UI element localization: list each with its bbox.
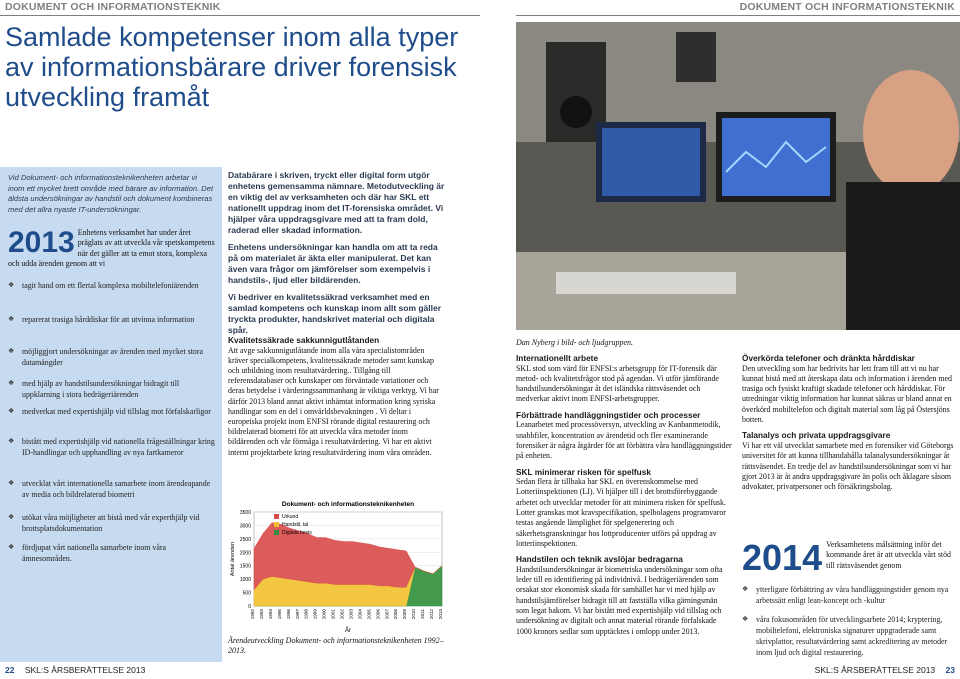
y-tick-label: 3000 bbox=[239, 523, 251, 530]
right-column-2 bbox=[742, 353, 956, 492]
bullet-item: ❖ med hjälp av handstilsundersökningar bidragit till uppklarning i stora bedrägeriärenden bbox=[8, 378, 216, 400]
year-2013-text: Enhetens verksamhet har under året präglats av att utveckla vår spetskompetens när det gäller att ta emot stora, komplexa och udda ärenden genom att vi bbox=[8, 228, 215, 269]
x-tick-label: 2010 bbox=[411, 609, 417, 620]
x-tick-label: 2007 bbox=[384, 609, 390, 620]
page-title: Samlade kompetenser inom alla typer av informationsbärare driver forensisk utveckling framåt bbox=[5, 22, 459, 112]
y-tick-label: 1000 bbox=[239, 577, 251, 584]
intro-text: Vid Dokument- och informationsteknikenheten arbetar vi inom ett mycket brett område med bärare av information. Det äldsta undersökningar av handstil och dokument kombineras med det allra nyaste IT-undersökningar. bbox=[8, 173, 214, 214]
section-heading: Överkörda telefoner och dränkta hårddiskar bbox=[742, 353, 915, 363]
legend-swatch bbox=[274, 530, 279, 535]
lead-paragraph: Vi bedriver en kvalitetssäkrad verksamhet med en samlad kompetens och kunskap inom allt som gäller tryckta produkter, handskrivet material och digitala spår. bbox=[228, 292, 442, 335]
bullet-item: ❖ utökat våra möjligheter att bistå med vår experthjälp vid brottsplatsdokumentation bbox=[8, 512, 216, 534]
x-tick-label: 1995 bbox=[276, 609, 282, 620]
lead-paragraph: Enhetens undersökningar kan handla om att ta reda på om materialet är äkta eller manipulerat. Det kan även vara frågor om jämförelser som exempelvis i handstils-, ljud eller bildärenden. bbox=[228, 242, 438, 285]
footer-left bbox=[5, 665, 145, 675]
section-body: Att avge sakkunnigutlåtande inom alla våra specialistområden kräver specialkompetens, kvalitetssäkrade metoder samt kunskap och utbildning inom resultatvärdering.. Tillgång till referensdatabaser och kunskaper om förväntade variationer och deras betydelse i värderingssammanhang är viktiga verktyg. Vi har därför 2013 bland annat aktivt inhämtat information kring syriska handlingar som en del i omvärldsbevakningen . Vi deltar i europeiska projekt inom ENFSI rörande digital restaurering och bildrelaterad biometri för att utveckla våra metoder inom bildärenden och vår förmåga i resultatvärdering. Vi har ett aktivt internt projektarbete kring resultatvärdering inom våra områden. bbox=[228, 345, 439, 457]
bullet-item: ❖ tagit hand om ett flertal komplexa mobiltelefoniärenden bbox=[8, 280, 216, 291]
section-header-left: DOKUMENT OCH INFORMATIONSTEKNIK bbox=[5, 1, 221, 13]
legend-label: Handstil, tal bbox=[282, 522, 309, 528]
page-number: 23 bbox=[945, 665, 955, 675]
legend-swatch bbox=[274, 522, 279, 527]
bullet-item: ❖ ytterligare förbättring av våra handläggningstider genom nya arbetssätt enligt lean-koncept och -kultur bbox=[742, 584, 956, 606]
x-tick-label: 1998 bbox=[303, 609, 309, 620]
x-tick-label: 1997 bbox=[294, 609, 300, 620]
y-tick-label: 0 bbox=[248, 604, 251, 610]
section-heading: SKL minimerar risken för spelfusk bbox=[516, 466, 651, 477]
y-axis-label: Antal ärenden bbox=[230, 541, 236, 577]
legend-label: Digitala bevis bbox=[282, 530, 312, 536]
chart-caption: Ärendeutveckling Dokument- och informationsteknikenheten 1992–2013. bbox=[228, 636, 444, 655]
chart-title: Dokument- och informationsteknikenheten bbox=[281, 501, 415, 508]
year-2014-text: Verksamhetens målsättning inför det kommande året är att utveckla vårt stöd till rättsväsendet genom bbox=[826, 540, 951, 570]
x-tick-label: 2003 bbox=[348, 609, 354, 620]
x-tick-label: 1993 bbox=[258, 609, 264, 620]
bullet-item: ❖ våra fokusområden för utvecklingsarbete 2014; kryptering, mobiltelefoni, elektroniska signaturer uppgraderade samt skrivplattor, resultatvärdering samt ackreditering av metoder inom ljud och digital restaurering. bbox=[742, 614, 956, 658]
page-number: 22 bbox=[5, 665, 15, 675]
y-tick-label: 2500 bbox=[239, 536, 251, 543]
photo-illustration bbox=[516, 22, 960, 330]
x-tick-label: 2012 bbox=[429, 609, 435, 620]
x-axis-label: År bbox=[345, 628, 351, 634]
y-tick-label: 2000 bbox=[239, 550, 251, 557]
chart-container bbox=[226, 496, 448, 634]
footer-text: SKL:S ÅRSBERÄTTELSE 2013 bbox=[24, 665, 146, 675]
bullet-item: ❖ utvecklat vårt internationella samarbete inom ärendeapande av media och bildrelaterad biometri bbox=[8, 478, 216, 500]
x-tick-label: 2000 bbox=[321, 609, 327, 620]
section-heading: Talanalys och privata uppdragsgivare bbox=[742, 430, 891, 441]
year-2014: 2014 bbox=[742, 537, 823, 578]
section-heading: Handstilen och teknik avslöjar bedragarna bbox=[516, 554, 683, 565]
section-body: Leanarbetet med processöversyn, utveckling av Kanbanmetodik, snabbfiler, koncentration av ärendetid och fler examinerande forensiker är några åtgärder för att förbättra våra handläggningstider på enheten. bbox=[516, 420, 732, 461]
x-tick-label: 1999 bbox=[312, 609, 318, 620]
chart-svg bbox=[226, 496, 448, 634]
right-column-1 bbox=[516, 353, 732, 637]
x-tick-label: 1992 bbox=[250, 609, 255, 620]
y-tick-label: 3500 bbox=[239, 510, 251, 516]
bullet-item: ❖ möjliggjort undersökningar av ärenden med mycket stora datamängder bbox=[8, 346, 216, 368]
section-body: Den utveckling som har bedrivits har lett fram till att vi nu har kunnat bistå med att återskapa data och information i ärenden med trasiga och fysiskt kraftigt skadade telefoner och hårddiskar. För utredningar viktig information har kunnat säkras ur bland annat en överkörd mobiltelefon och digitalt material som låg på Östersjöns botten. bbox=[742, 363, 952, 425]
footer-text: SKL:S ÅRSBERÄTTELSE 2013 bbox=[814, 665, 936, 675]
x-tick-label: 2009 bbox=[402, 609, 408, 620]
bullet-item: ❖ fördjupat vårt nationella samarbete inom våra ämnesområden. bbox=[8, 542, 216, 564]
x-tick-label: 2006 bbox=[375, 609, 381, 620]
year-2013: 2013 bbox=[8, 226, 75, 259]
x-tick-label: 2013 bbox=[438, 609, 443, 620]
y-tick-label: 1500 bbox=[239, 563, 251, 570]
photo-caption: Dan Nyberg i bild- och ljudgruppen. bbox=[516, 338, 634, 347]
bullet-item: ❖ medverkat med expertishjälp vid tillslag mot förfalskarligor bbox=[8, 406, 216, 417]
bullet-item: ❖ reparerat trasiga hårddiskar för att utvinna information bbox=[8, 314, 216, 325]
bullet-item: ❖ bistått med expertishjälp vid nationella frågeställningar kring ID-handlingar och upphandling av nya fartkameror bbox=[8, 436, 216, 458]
year-block-2013 bbox=[8, 228, 216, 270]
header-rule-right bbox=[516, 15, 960, 16]
photo-workstation bbox=[516, 22, 960, 330]
year-block-2014 bbox=[742, 537, 956, 578]
footer-right bbox=[815, 665, 955, 675]
header-rule-left bbox=[0, 15, 480, 16]
x-tick-label: 2002 bbox=[339, 609, 345, 620]
section-body: Vi har ett väl utvecklat samarbete med en forensiker vid Göteborgs universitet för att kunna tillhandahålla talanalysundersökningar åt rättsväsendet. En tredje del av handstilsundersökningar som vi har gjort 2013 är åt andra uppdragsgivare än polis och åklagare såsom advokater, privatpersoner och försäkringsbolag. bbox=[742, 440, 954, 492]
legend-label: Urkund bbox=[282, 514, 299, 520]
lead-paragraph: Databärare i skriven, tryckt eller digital form utgör enhetens gemensamma nämnare. Metodutveckling är en viktig del av verksamheten och där har SKL ett nationellt uppdrag inom det IT-forensiska området. Vi hjälper våra uppdragsgivare med att ta fram dold, raderad eller skadad information. bbox=[228, 170, 445, 235]
section-heading: Kvalitetssäkrade sakkunnigutlåtanden bbox=[228, 335, 380, 345]
section-body: Handstilsundersökningar är biometriska undersökningar som ofta leder till en identifiering på individnivå. I bedrägeriärenden som orsakat stor ekonomisk skada för samhället har vi med hjälp av handstilsjämförelser bidragit till att fastställa vilka gärningsmän som legat bakom. Vi har bistått med expertishjälp vid tillslag och undersökning av digitalt och annat material rörande förfalskade 1000 kronors sedlar som upptäcktes i omlopp under 2013. bbox=[516, 564, 723, 636]
x-tick-label: 2001 bbox=[330, 609, 336, 620]
x-tick-label: 2005 bbox=[366, 609, 372, 620]
x-tick-label: 2004 bbox=[357, 609, 363, 620]
section-body: SKL stod som värd för ENFSI:s arbetsgrupp för IT-forensik där metod- och kvalitetsfrågor stod på agendan. Vi utför jämförande handstilsundersökningar åt det isländska rättsväsendet och medverkar aktivt inom ENFSI-arbetsgrupper. bbox=[516, 363, 719, 404]
section-heading: Internationellt arbete bbox=[516, 353, 599, 363]
x-tick-label: 2008 bbox=[393, 609, 399, 620]
x-tick-label: 1994 bbox=[267, 609, 273, 620]
lead-text bbox=[228, 170, 446, 336]
x-tick-label: 1996 bbox=[285, 609, 291, 620]
section-body: Sedan flera år tillbaka har SKL en överenskommelse med Lotteriinspektionen (LI). Vi hjälper till i det brottsförebyggande arbetet och utvecklar metoder för att minimera risken för spelfusk. Lotter granskas mot kravspecifikation, spelbolagens programvaror testas angående lämplighet för spelgenerering och säkerhetsgranskningar hos lottproducenter utförs på uppdrag av lotteriinspektionen. bbox=[516, 477, 726, 548]
section-heading: Förbättrade handläggningstider och processer bbox=[516, 409, 701, 420]
x-tick-label: 2011 bbox=[420, 609, 426, 619]
legend-swatch bbox=[274, 514, 279, 519]
quality-section bbox=[228, 335, 446, 458]
y-tick-label: 500 bbox=[242, 590, 251, 597]
section-header-right: DOKUMENT OCH INFORMATIONSTEKNIK bbox=[739, 1, 955, 13]
